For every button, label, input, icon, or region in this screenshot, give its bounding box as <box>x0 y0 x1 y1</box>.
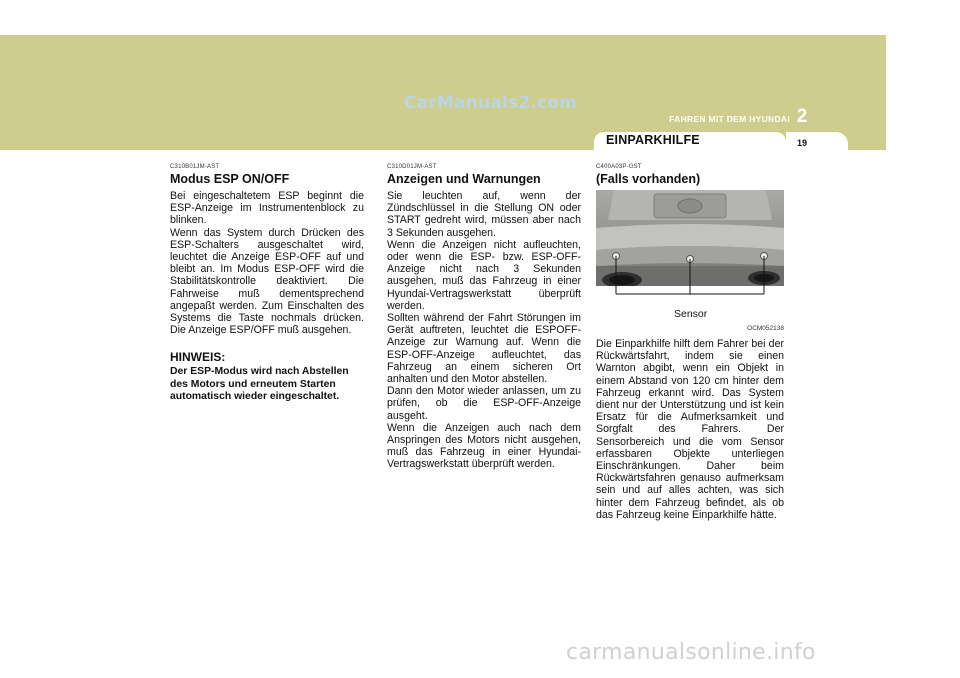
sensor-label: Sensor <box>674 308 708 320</box>
note-heading: HINWEIS: <box>170 350 226 365</box>
section-heading: Modus ESP ON/OFF <box>170 172 290 186</box>
section-body: Bei eingeschaltetem ESP beginnt die ESP-Anzeige im Instrumentenblock zu blinken. Wenn das System durch Drücken des ESP-Schalters ausgeschaltet wird, leuchtet die Anzeige ESP-OFF auf und bleibt an. Im Modus ESP-OFF wird die Stabilitätskontrolle deaktiviert. Die Fahrweise muß dementsprechend angepaßt werden. Zum Einschalten des Systems die Taste nochmals drücken. Die Anzeige ESP/OFF muß ausgehen. <box>170 190 364 337</box>
column-indicators-warnings <box>387 164 581 471</box>
section-body: Sie leuchten auf, wenn der Zündschlüssel in die Stellung ON oder START gedreht wird, müssen aber nach 3 Sekunden ausgehen. Wenn die Anzeigen nicht aufleuchten, oder wenn die ESP- bzw. ESP-OFF-Anzeige nicht nach 3 Sekunden ausgehen, muß das Fahrzeug in einer Hyundai-Vertragswerkstatt überprüft werden. Sollten während der Fahrt Störungen im Gerät auftreten, leuchtet die ESPOFF-Anzeige zur Warnung auf. Wenn die ESP-OFF-Anzeige aufleuchtet, das Fahrzeug an einem sicheren Ort anhalten und den Motor abstellen. Dann den Motor wieder anlassen, um zu prüfen, ob die ESP-OFF-Anzeige ausgeht. Wenn die Anzeigen auch nach dem Anspringen des Motors nicht ausgehen, muß das Fahrzeug in einer Hyundai-Vertragswerkstatt überprüft werden. <box>387 190 581 471</box>
figure-code: OCM052138 <box>747 325 784 332</box>
chapter-title: FAHREN MIT DEM HYUNDAI <box>669 114 790 124</box>
page-number: 19 <box>796 138 807 148</box>
section-code: C400A03P-GST <box>596 164 642 170</box>
watermark-carmanualsonline[interactable]: carmanualsonline.info <box>566 640 816 665</box>
rear-bumper-illustration <box>596 190 784 323</box>
column-parking-assist <box>596 164 784 521</box>
section-heading: Anzeigen und Warnungen <box>387 172 541 186</box>
section-code: C310D01JM-AST <box>387 164 437 170</box>
section-title: EINPARKHILFE <box>606 133 700 147</box>
watermark-carmanuals2[interactable]: CarManuals2.com <box>404 93 578 113</box>
chapter-number: 2 <box>796 106 808 127</box>
note-body: Der ESP-Modus wird nach Abstellen des Motors und erneutem Starten automatisch wieder eingeschaltet. <box>170 366 349 403</box>
section-body: Die Einparkhilfe hilft dem Fahrer bei der Rückwärtsfahrt, indem sie einen Warnton abgibt, wenn ein Objekt in einem Abstand von 120 cm hinter dem Fahrzeug erkannt wird. Das System dient nur der Unterstützung und ist kein Ersatz für die Aufmerksamkeit und Sorgfalt des Fahrers. Der Sensorbereich und die vom Sensor erfassbaren Objekte unterliegen Einschränkungen. Daher beim Rückwärtsfahren genauso aufmerksam sein und auf alles achten, was sich hinter dem Fahrzeug befindet, als ob das Fahrzeug keine Einparkhilfe hätte. <box>596 338 784 521</box>
section-code: C310B01JM-AST <box>170 164 220 170</box>
rear-bumper-sensor-photo <box>596 190 784 323</box>
column-esp-mode <box>170 164 364 404</box>
section-heading: (Falls vorhanden) <box>596 172 701 186</box>
